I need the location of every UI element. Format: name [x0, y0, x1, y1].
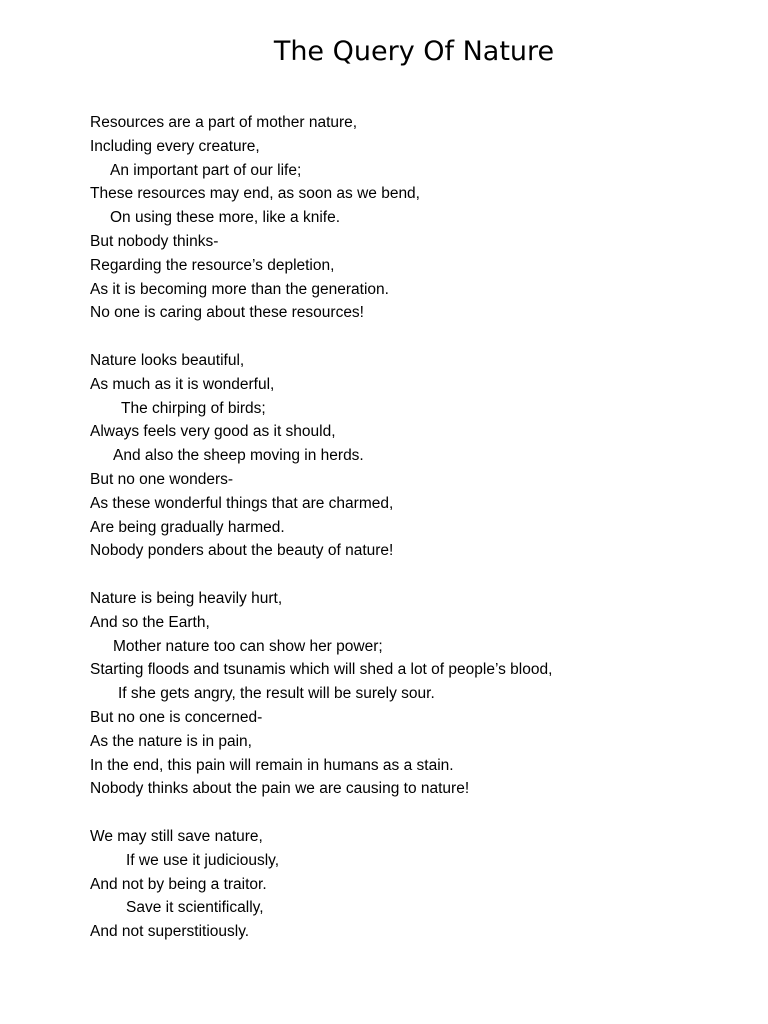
poem-line: These resources may end, as soon as we bend, — [90, 185, 420, 203]
poem-line: As it is becoming more than the generation. — [90, 280, 389, 298]
poem-line: And not by being a traitor. — [90, 875, 267, 893]
poem-line: In the end, this pain will remain in humans as a stain. — [90, 756, 454, 774]
poem-line: The chirping of birds; — [121, 399, 266, 417]
poem-line: As much as it is wonderful, — [90, 375, 275, 393]
poem-line: Regarding the resource’s depletion, — [90, 256, 335, 274]
poem-line: Are being gradually harmed. — [90, 518, 285, 536]
stanza-4 — [90, 825, 552, 944]
stanza-2 — [90, 349, 552, 563]
poem-line: But no one is concerned- — [90, 708, 263, 726]
poem-line: Nature looks beautiful, — [90, 351, 245, 369]
stanza-1 — [90, 111, 552, 325]
poem-line: Mother nature too can show her power; — [113, 637, 383, 655]
poem-line: If we use it judiciously, — [126, 851, 280, 869]
poem-line: Save it scientifically, — [126, 899, 264, 917]
poem-line: Nature is being heavily hurt, — [90, 589, 283, 607]
poem-line: Nobody thinks about the pain we are causing to nature! — [90, 780, 470, 798]
stanza-3 — [90, 587, 552, 801]
poem-title: The Query Of Nature — [273, 36, 555, 68]
poem-line: As the nature is in pain, — [90, 732, 252, 750]
poem-line: Nobody ponders about the beauty of nature! — [90, 542, 394, 560]
poem-line: Including every creature, — [90, 137, 260, 155]
poem-line: And also the sheep moving in herds. — [113, 447, 364, 465]
poem-body — [90, 111, 552, 968]
poem-line: And not superstitiously. — [90, 923, 250, 941]
poem-line: Always feels very good as it should, — [90, 423, 336, 441]
poem-line: But no one wonders- — [90, 470, 234, 488]
poem-line: Resources are a part of mother nature, — [90, 114, 358, 131]
poem-line: We may still save nature, — [90, 827, 263, 845]
poem-line: Starting floods and tsunamis which will shed a lot of people’s blood, — [90, 661, 553, 679]
poem-line: No one is caring about these resources! — [90, 304, 364, 322]
poem-line: An important part of our life; — [110, 161, 302, 179]
poem-line: On using these more, like a knife. — [110, 209, 341, 227]
poem-line: And so the Earth, — [90, 613, 210, 631]
poem-line: As these wonderful things that are charmed, — [90, 494, 394, 512]
poem-line: If she gets angry, the result will be surely sour. — [118, 685, 435, 703]
poem-line: But nobody thinks- — [90, 232, 219, 250]
